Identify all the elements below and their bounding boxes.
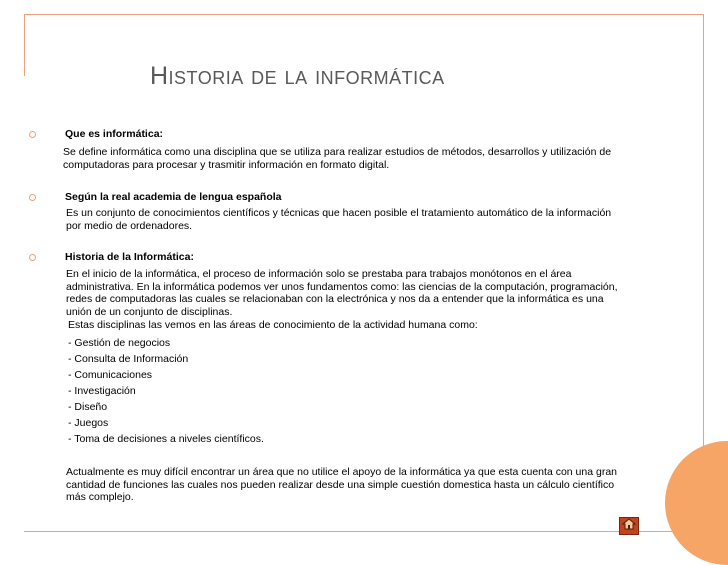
bullet-icon <box>29 254 36 261</box>
list-item: - Gestión de negocios <box>68 337 171 349</box>
section-closing: Actualmente es muy difícil encontrar un área que no utilice el apoyo de la informática ya que esta cuenta con una gran cantidad de funciones las cuales nos pueden realizar desde una simple cuestión domestica hasta un cálculo científico más complejo. <box>66 466 617 503</box>
bullet-icon <box>29 131 36 138</box>
home-icon <box>622 517 636 535</box>
section-body: Es un conjunto de conocimientos científicos y técnicas que hacen posible el tratamiento automático de la información por medio de ordenadores. <box>66 207 612 232</box>
section-intro: Estas disciplinas las vemos en las áreas de conocimiento de la actividad humana como: <box>68 319 478 331</box>
list-item: - Toma de decisiones a niveles científicos. <box>68 433 264 445</box>
slide-title: Historia de la informática <box>150 62 445 90</box>
list-item: - Juegos <box>68 417 109 429</box>
list-item: - Diseño <box>68 401 108 413</box>
slide-frame-bottom <box>24 531 704 532</box>
list-item: - Consulta de Información <box>68 353 189 365</box>
section-heading: Que es informática: <box>65 128 164 140</box>
decorative-circle <box>665 441 728 565</box>
section-body: Se define informática como una disciplina que se utiliza para realizar estudios de métodos, desarrollos y utilización de computadoras para procesar y trasmitir información en formato digital. <box>63 146 612 171</box>
list-item: - Investigación <box>68 385 136 397</box>
slide-frame-left <box>24 14 25 74</box>
section-heading: Historia de la Informática: <box>65 251 194 263</box>
section-heading: Según la real academia de lengua española <box>65 191 282 203</box>
section-body: En el inicio de la informática, el proceso de información solo se prestaba para trabajos monótonos en el área administrativa. En la informática podemos ver unos fundamentos como: las ciencias de la computación, programación, redes de computadoras las cuales se relacionaban con la electrónica y nos da a entender que la informática es una unión de un conjunto de disciplinas. <box>66 268 618 318</box>
home-button[interactable] <box>619 517 639 535</box>
list-item: - Comunicaciones <box>68 369 153 381</box>
bullet-icon <box>29 194 36 201</box>
